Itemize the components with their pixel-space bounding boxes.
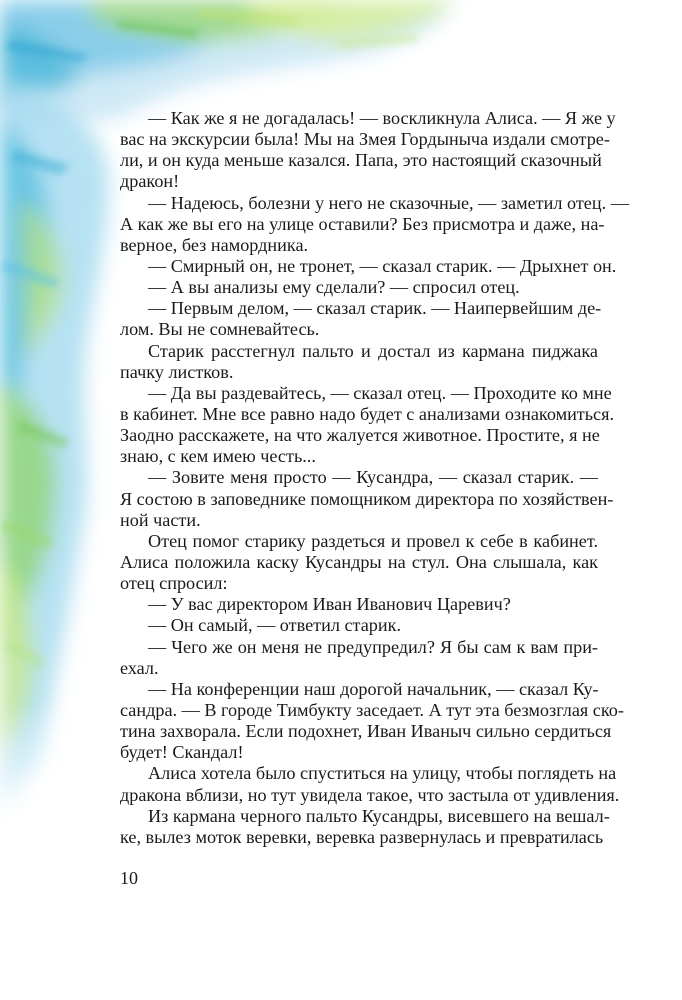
text-line: Отец помог старику раздеться и провел к себе в кабинет.	[148, 530, 598, 551]
text-line: пачку листков.	[120, 361, 234, 382]
text-line: лом. Вы не сомневайтесь.	[120, 319, 320, 340]
text-line: — На конференции наш дорогой начальник, — сказал Ку-	[148, 678, 599, 699]
text-line: Из кармана черного пальто Кусандры, висевшего на вешал-	[148, 805, 610, 826]
text-line: дракона вблизи, но тут увидела такое, что застыла от удивления.	[120, 784, 620, 805]
text-line: ли, и он куда меньше казался. Папа, это настоящий сказочный	[120, 150, 602, 171]
text-line: Заодно расскажете, на что жалуется животное. Простите, я не	[120, 425, 600, 446]
text-line: — А вы анализы ему сделали? — спросил отец.	[148, 277, 520, 298]
page-body-text	[120, 108, 629, 848]
text-line: — Да вы раздевайтесь, — сказал отец. — Проходите ко мне	[148, 382, 612, 403]
text-line: верное, без намордника.	[120, 234, 309, 255]
text-line: Алиса хотела было спуститься на улицу, чтобы поглядеть на	[148, 763, 617, 784]
text-line: Я состою в заповеднике помощником директора по хозяйствен-	[120, 488, 614, 509]
text-line: — Надеюсь, болезни у него не сказочные, — заметил отец. —	[148, 192, 629, 213]
text-line: Старик расстегнул пальто и достал из кармана пиджака	[148, 340, 598, 361]
text-line: вас на экскурсии была! Мы на Змея Гордыныча издали смотре-	[120, 129, 610, 150]
text-line: дракон!	[120, 171, 180, 192]
text-line: — Как же я не догадалась! — воскликнула Алиса. — Я же у	[148, 108, 616, 128]
text-line: сандра. — В городе Тимбукту заседает. А тут эта безмозглая ско-	[120, 699, 624, 720]
text-line: знаю, с кем имею честь...	[120, 446, 316, 467]
text-line: — Зовите меня просто — Кусандра, — сказал старик. —	[148, 467, 598, 488]
text-line: ке, вылез моток веревки, веревка развернулась и превратилась	[120, 826, 604, 847]
text-line: — Смирный он, не тронет, — сказал старик. — Дрыхнет он.	[148, 255, 617, 276]
text-line: — Он самый, — ответил старик.	[148, 615, 401, 636]
text-line: отец спросил:	[120, 573, 228, 594]
text-line: А как же вы его на улице оставили? Без присмотра и даже, на-	[120, 213, 605, 234]
page-number: 10	[120, 868, 138, 888]
text-line: Алиса положила каску Кусандры на стул. Она слышала, как	[120, 551, 598, 572]
text-line: тина захворала. Если подохнет, Иван Иваныч сильно сердиться	[120, 721, 612, 742]
text-line: — Чего же он меня не предупредил? Я бы сам к вам при-	[148, 636, 598, 657]
text-line: — У вас директором Иван Иванович Царевич?	[148, 594, 511, 615]
text-line: ной части.	[120, 509, 201, 530]
text-line: в кабинет. Мне все равно надо будет с анализами ознакомиться.	[120, 403, 615, 424]
text-line: будет! Скандал!	[120, 742, 244, 763]
text-line: ехал.	[120, 657, 159, 678]
text-line: — Первым делом, — сказал старик. — Наипервейшим де-	[148, 298, 602, 319]
